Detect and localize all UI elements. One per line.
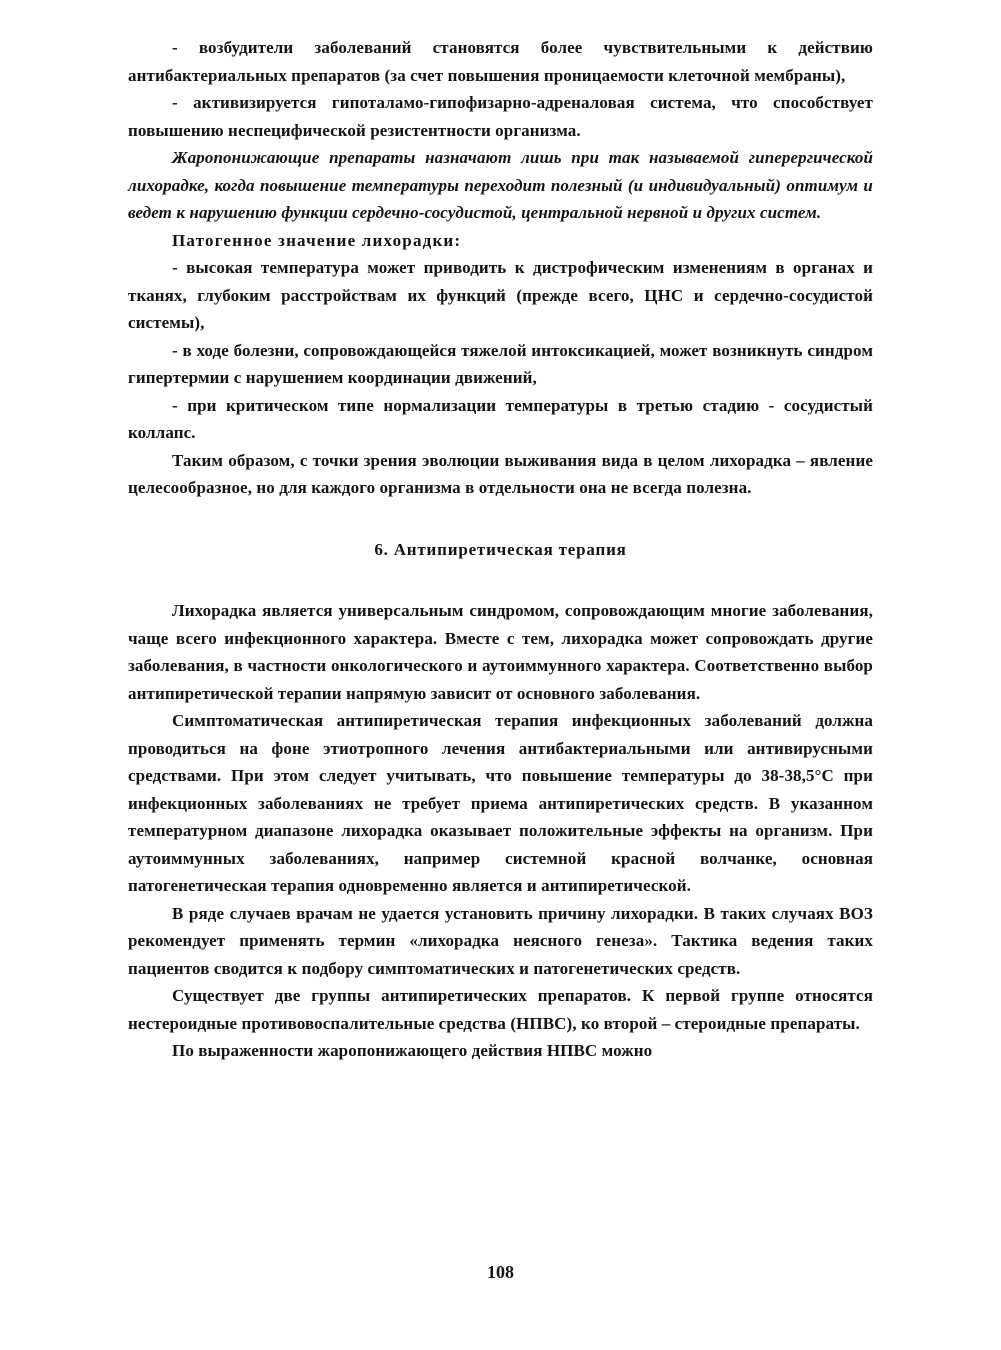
paragraph-pathogens-sensitivity: - возбудители заболеваний становятся более чувствительными к действию антибактериальных препаратов (за счет повышения проницаемости клеточной мембраны), <box>128 38 873 85</box>
paragraph-hyperthermia-syndrome: - в ходе болезни, сопровождающейся тяжелой интоксикацией, может возникнуть синдром гипертермии с нарушением координации движений, <box>128 340 873 387</box>
paragraph-drug-groups: Существует две группы антипиретических препаратов. К первой группе относятся нестероидные противовоспалительные средства (НПВС), ко второй – стероидные препараты. <box>128 986 873 1033</box>
paragraph-vascular-collapse: - при критическом типе нормализации температуры в третью стадию - сосудистый коллапс. <box>128 395 873 442</box>
paragraph-dystrophic-changes: - высокая температура может приводить к дистрофическим изменениям в органах и тканях, глубоким расстройствам их функций (прежде всего, ЦНС и сердечно-сосудистой системы), <box>128 258 873 332</box>
paragraph-conclusion: Таким образом, с точки зрения эволюции выживания вида в целом лихорадка – явление целесообразное, но для каждого организма в отдельности она не всегда полезна. <box>128 450 873 497</box>
paragraph-hypothalamic-system: - активизируется гипоталамо-гипофизарно-адреналовая система, что способствует повышению неспецифической резистентности организма. <box>128 93 873 140</box>
paragraph-universal-syndrome: Лихорадка является универсальным синдромом, сопровождающим многие заболевания, чаще всего инфекционного характера. Вместе с тем, лихорадка может сопровождать другие заболевания, в частности онкологического и аутоиммунного характера. Соответственно выбор антипиретической терапии напрямую зависит от основного заболевания. <box>128 601 873 703</box>
subheading-pathogenic-significance: Патогенное значение лихорадки: <box>172 230 462 250</box>
paragraph-nsaid-strength: По выраженности жаропонижающего действия НПВС можно <box>172 1041 653 1060</box>
page-number: 108 <box>487 1262 514 1282</box>
section-heading: 6. Антипиретическая терапия <box>374 539 627 559</box>
paragraph-unknown-origin: В ряде случаев врачам не удается установить причину лихорадки. В таких случаях ВОЗ рекомендует применять термин «лихорадка неясного генеза». Тактика ведения таких пациентов сводится к подбору симптоматических и патогенетических средств. <box>128 903 873 978</box>
paragraph-symptomatic-therapy: Симптоматическая антипиретическая терапия инфекционных заболеваний должна проводиться на фоне этиотропного лечения антибактериальными или антивирусными средствами. При этом следует учитывать, что повышение температуры до 38-38,5°С при инфекционных заболеваниях не требует приема антипиретических средств. В указанном температурном диапазоне лихорадка оказывает положительные эффекты на организм. При аутоиммунных заболеваниях, например системной красной волчанке, основная патогенетическая терапия одновременно является и антипиретической. <box>128 711 873 895</box>
paragraph-antipyretics-indication: Жаропонижающие препараты назначают лишь при так называемой гиперергической лихорадке, когда повышение температуры переходит полезный (и индивидуальный) оптимум и ведет к нарушению функции сердечно-сосудистой, центральной нервной и других систем. <box>128 148 873 222</box>
